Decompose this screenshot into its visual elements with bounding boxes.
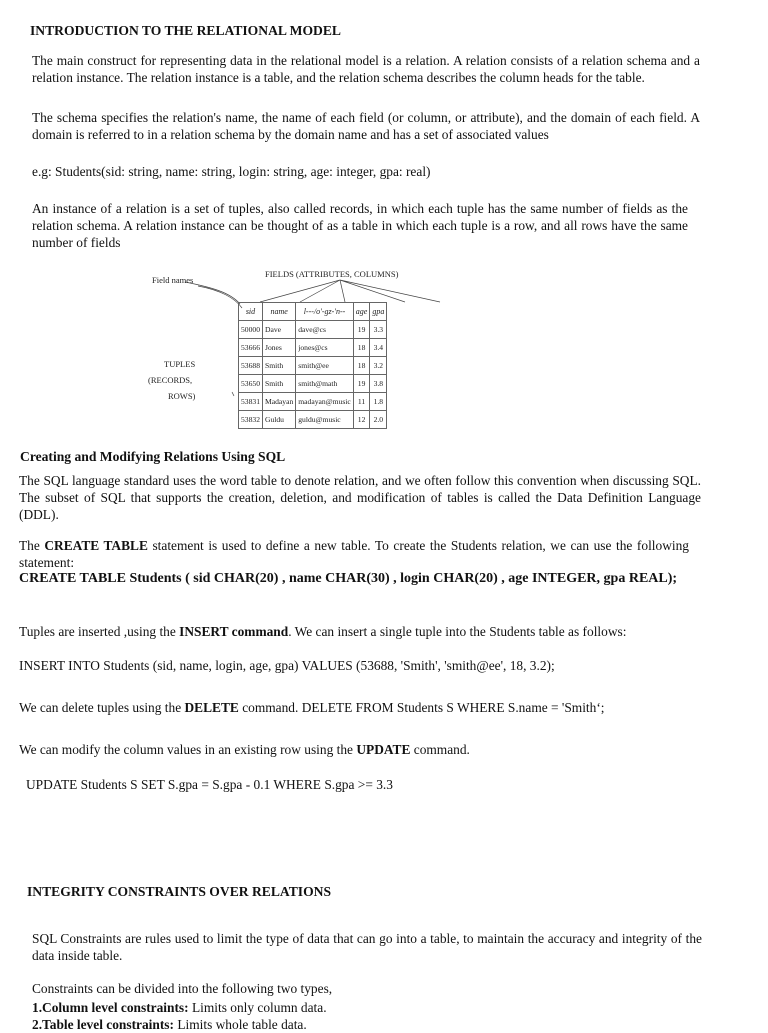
fields-label: FIELDS (ATTRIBUTES, COLUMNS) — [265, 269, 399, 279]
insert-keyword: INSERT command — [179, 624, 289, 639]
insert-statement: INSERT INTO Students (sid, name, login, age, gpa) VALUES (53688, 'Smith', 'smith@ee', 18, 3.2); — [19, 658, 555, 673]
table-header-row — [239, 303, 387, 321]
delete-paragraph: We can delete tuples using the DELETE command. DELETE FROM Students S WHERE S.name = 'Smith‘; — [19, 700, 605, 715]
schema-example: e.g: Students(sid: string, name: string, login: string, age: integer, gpa: real) — [32, 164, 431, 179]
create-table-paragraph: The CREATE TABLE statement is used to define a new table. To create the Students relation, we can use the following statement: — [19, 538, 689, 570]
constraints-paragraph-1: SQL Constraints are rules used to limit the type of data that can go into a table, to maintain the accuracy and integrity of the data inside table. — [32, 931, 702, 963]
table-cell: Guldu — [262, 411, 295, 429]
intro-paragraph-3: An instance of a relation is a set of tuples, also called records, in which each tuple has the same number of fields as the relation schema. A relation instance can be thought of as a table in which each tuple is a row, and all rows have the same number of fields — [32, 201, 688, 250]
column-header: l---/o'-gz-'n-- — [296, 303, 354, 321]
create-table-keyword: CREATE TABLE — [44, 538, 148, 553]
table-cell: jones@cs — [296, 339, 354, 357]
sql-heading: Creating and Modifying Relations Using SQL — [20, 449, 286, 464]
students-table — [238, 302, 387, 429]
table-cell: 1.8 — [370, 393, 387, 411]
sql-paragraph-1: The SQL language standard uses the word table to denote relation, and we often follow this convention when discussing SQL. The subset of SQL that supports the creation, deletion, and modification of tables is called the Data Definition Language (DDL). — [19, 473, 701, 522]
table-cell: 53688 — [239, 357, 263, 375]
relation-instance-figure — [140, 262, 460, 422]
delete-keyword: DELETE — [184, 700, 239, 715]
table-row — [239, 375, 387, 393]
table-cell: Dave — [262, 321, 295, 339]
table-cell: 53831 — [239, 393, 263, 411]
table-cell: Jones — [262, 339, 295, 357]
table-row — [239, 321, 387, 339]
intro-heading: INTRODUCTION TO THE RELATIONAL MODEL — [30, 23, 341, 38]
insert-paragraph: Tuples are inserted ,using the INSERT command. We can insert a single tuple into the Students table as follows: — [19, 624, 627, 639]
table-cell: 53650 — [239, 375, 263, 393]
table-cell: 19 — [353, 321, 370, 339]
table-cell: 11 — [353, 393, 370, 411]
rows-label: ROWS) — [168, 391, 196, 401]
table-row — [239, 339, 387, 357]
table-cell: Smith — [262, 375, 295, 393]
table-cell: madayan@music — [296, 393, 354, 411]
table-cell: Smith — [262, 357, 295, 375]
update-keyword: UPDATE — [356, 742, 411, 757]
tuples-label: TUPLES — [164, 359, 196, 369]
table-row — [239, 411, 387, 429]
table-row — [239, 357, 387, 375]
table-row — [239, 393, 387, 411]
table-cell: 3.3 — [370, 321, 387, 339]
constraint-item-table-level: 2.Table level constraints: Limits whole table data. — [32, 1017, 307, 1032]
table-cell: 18 — [353, 357, 370, 375]
table-cell: dave@cs — [296, 321, 354, 339]
table-cell: smith@math — [296, 375, 354, 393]
column-header: gpa — [370, 303, 387, 321]
update-paragraph: We can modify the column values in an existing row using the UPDATE command. — [19, 742, 470, 757]
constraints-paragraph-2: Constraints can be divided into the following two types, — [32, 981, 333, 996]
table-cell: 3.8 — [370, 375, 387, 393]
table-cell: 3.2 — [370, 357, 387, 375]
column-header: age — [353, 303, 370, 321]
intro-paragraph-1: The main construct for representing data in the relational model is a relation. A relation consists of a relation schema and a relation instance. The relation instance is a table, and the relation schema describes the column heads for the table. — [32, 53, 700, 85]
table-cell: smith@ee — [296, 357, 354, 375]
constraints-heading: INTEGRITY CONSTRAINTS OVER RELATIONS — [27, 884, 332, 899]
table-cell: guldu@music — [296, 411, 354, 429]
table-cell: 19 — [353, 375, 370, 393]
constraint-item-column-level: 1.Column level constraints: Limits only column data. — [32, 1000, 327, 1015]
intro-paragraph-2: The schema specifies the relation's name, the name of each field (or column, or attribute), and the domain of each field. A domain is referred to in a relation schema by the domain name and has a set of associated values — [32, 110, 700, 142]
table-cell: 3.4 — [370, 339, 387, 357]
update-statement: UPDATE Students S SET S.gpa = S.gpa - 0.1 WHERE S.gpa >= 3.3 — [26, 777, 393, 792]
table-cell: 12 — [353, 411, 370, 429]
table-cell: Madayan — [262, 393, 295, 411]
create-table-statement: CREATE TABLE Students ( sid CHAR(20) , name CHAR(30) , login CHAR(20) , age INTEGER, gpa REAL); — [19, 571, 678, 586]
table-cell: 50000 — [239, 321, 263, 339]
table-cell: 18 — [353, 339, 370, 357]
column-header: name — [262, 303, 295, 321]
field-names-label: Field names — [152, 275, 194, 285]
table-cell: 53666 — [239, 339, 263, 357]
table-cell: 53832 — [239, 411, 263, 429]
column-header: sid — [239, 303, 263, 321]
table-cell: 2.0 — [370, 411, 387, 429]
records-label: (RECORDS, — [148, 375, 193, 385]
